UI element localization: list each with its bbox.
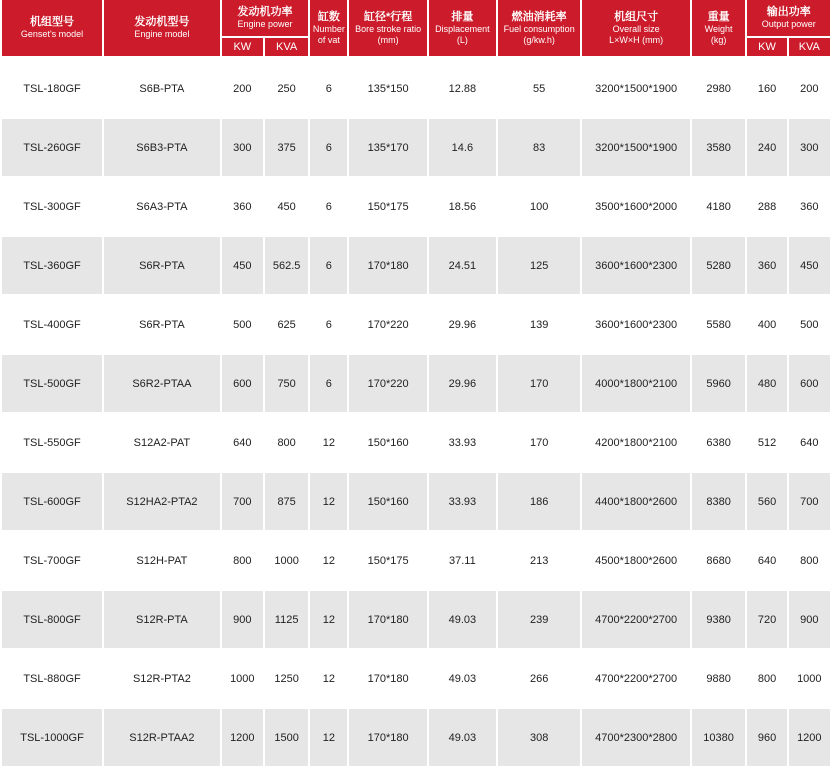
cell-overall-size: 3200*1500*1900 xyxy=(582,117,689,176)
header-displacement: 排量 Displacement (L) xyxy=(429,0,496,58)
table-row xyxy=(2,117,830,176)
cell-output-kw: 640 xyxy=(747,530,786,589)
cell-fuel-consumption: 186 xyxy=(498,471,581,530)
cell-bore-stroke: 150*160 xyxy=(349,471,426,530)
table-row xyxy=(2,648,830,707)
cell-bore-stroke: 170*220 xyxy=(349,294,426,353)
cell-output-kva: 200 xyxy=(789,58,830,117)
cell-bore-stroke: 170*180 xyxy=(349,589,426,648)
cell-output-kva: 300 xyxy=(789,117,830,176)
cell-genset-model: TSL-260GF xyxy=(2,117,102,176)
cell-engine-model: S6B3-PTA xyxy=(104,117,220,176)
cell-weight: 9380 xyxy=(692,589,746,648)
cell-bore-stroke: 135*150 xyxy=(349,58,426,117)
cell-genset-model: TSL-550GF xyxy=(2,412,102,471)
cell-output-kw: 960 xyxy=(747,707,786,766)
cell-overall-size: 4500*1800*2600 xyxy=(582,530,689,589)
cell-weight: 6380 xyxy=(692,412,746,471)
header-output-kva: KVA xyxy=(789,38,830,58)
cell-displacement: 33.93 xyxy=(429,412,496,471)
cell-number-of-vat: 12 xyxy=(310,648,347,707)
table-row xyxy=(2,471,830,530)
cell-weight: 3580 xyxy=(692,117,746,176)
cell-genset-model: TSL-400GF xyxy=(2,294,102,353)
cell-overall-size: 3500*1600*2000 xyxy=(582,176,689,235)
cell-engine-kva: 1250 xyxy=(265,648,308,707)
cell-bore-stroke: 170*180 xyxy=(349,235,426,294)
cell-number-of-vat: 6 xyxy=(310,353,347,412)
cell-output-kva: 700 xyxy=(789,471,830,530)
header-engine-model: 发动机型号 Engine model xyxy=(104,0,220,58)
table-row xyxy=(2,176,830,235)
cell-engine-kva: 450 xyxy=(265,176,308,235)
cell-output-kva: 500 xyxy=(789,294,830,353)
table-row xyxy=(2,58,830,117)
cell-bore-stroke: 150*175 xyxy=(349,530,426,589)
cell-bore-stroke: 150*160 xyxy=(349,412,426,471)
cell-output-kva: 450 xyxy=(789,235,830,294)
cell-fuel-consumption: 170 xyxy=(498,412,581,471)
cell-fuel-consumption: 170 xyxy=(498,353,581,412)
cell-engine-kw: 700 xyxy=(222,471,263,530)
cell-weight: 8680 xyxy=(692,530,746,589)
header-engine-kw: KW xyxy=(222,38,263,58)
cell-displacement: 49.03 xyxy=(429,707,496,766)
cell-bore-stroke: 150*175 xyxy=(349,176,426,235)
cell-bore-stroke: 170*220 xyxy=(349,353,426,412)
cell-overall-size: 3600*1600*2300 xyxy=(582,294,689,353)
cell-genset-model: TSL-800GF xyxy=(2,589,102,648)
cell-fuel-consumption: 308 xyxy=(498,707,581,766)
header-fuel-consumption: 燃油消耗率 Fuel consumption (g/kw.h) xyxy=(498,0,581,58)
cell-genset-model: TSL-300GF xyxy=(2,176,102,235)
cell-engine-kw: 640 xyxy=(222,412,263,471)
cell-output-kw: 288 xyxy=(747,176,786,235)
cell-engine-model: S6R-PTA xyxy=(104,294,220,353)
cell-displacement: 37.11 xyxy=(429,530,496,589)
cell-displacement: 18.56 xyxy=(429,176,496,235)
cell-bore-stroke: 170*180 xyxy=(349,648,426,707)
cell-overall-size: 4400*1800*2600 xyxy=(582,471,689,530)
cell-engine-kw: 500 xyxy=(222,294,263,353)
cell-overall-size: 4700*2200*2700 xyxy=(582,648,689,707)
cell-output-kw: 160 xyxy=(747,58,786,117)
cell-overall-size: 4000*1800*2100 xyxy=(582,353,689,412)
table-row xyxy=(2,530,830,589)
cell-output-kw: 360 xyxy=(747,235,786,294)
cell-number-of-vat: 6 xyxy=(310,294,347,353)
cell-output-kva: 360 xyxy=(789,176,830,235)
cell-engine-model: S6R-PTA xyxy=(104,235,220,294)
cell-genset-model: TSL-600GF xyxy=(2,471,102,530)
cell-overall-size: 3600*1600*2300 xyxy=(582,235,689,294)
cell-engine-kw: 600 xyxy=(222,353,263,412)
cell-output-kva: 1200 xyxy=(789,707,830,766)
cell-genset-model: TSL-500GF xyxy=(2,353,102,412)
cell-output-kw: 240 xyxy=(747,117,786,176)
cell-engine-kw: 1000 xyxy=(222,648,263,707)
cell-engine-model: S12R-PTAA2 xyxy=(104,707,220,766)
cell-output-kw: 560 xyxy=(747,471,786,530)
table-row xyxy=(2,707,830,766)
cell-fuel-consumption: 239 xyxy=(498,589,581,648)
cell-genset-model: TSL-700GF xyxy=(2,530,102,589)
cell-overall-size: 3200*1500*1900 xyxy=(582,58,689,117)
cell-bore-stroke: 170*180 xyxy=(349,707,426,766)
cell-engine-kw: 200 xyxy=(222,58,263,117)
cell-displacement: 24.51 xyxy=(429,235,496,294)
cell-genset-model: TSL-360GF xyxy=(2,235,102,294)
cell-fuel-consumption: 266 xyxy=(498,648,581,707)
cell-engine-kw: 1200 xyxy=(222,707,263,766)
cell-number-of-vat: 6 xyxy=(310,235,347,294)
cell-weight: 9880 xyxy=(692,648,746,707)
cell-genset-model: TSL-180GF xyxy=(2,58,102,117)
table-row xyxy=(2,353,830,412)
cell-engine-kva: 1125 xyxy=(265,589,308,648)
table-row xyxy=(2,589,830,648)
table-body xyxy=(2,58,830,766)
cell-overall-size: 4700*2300*2800 xyxy=(582,707,689,766)
cell-engine-model: S12R-PTA xyxy=(104,589,220,648)
header-engine-power: 发动机功率 Engine power xyxy=(222,0,309,38)
cell-engine-kva: 562.5 xyxy=(265,235,308,294)
cell-engine-model: S6R2-PTAA xyxy=(104,353,220,412)
cell-weight: 5280 xyxy=(692,235,746,294)
cell-fuel-consumption: 100 xyxy=(498,176,581,235)
cell-engine-model: S12R-PTA2 xyxy=(104,648,220,707)
cell-number-of-vat: 12 xyxy=(310,589,347,648)
cell-engine-kva: 250 xyxy=(265,58,308,117)
cell-engine-kva: 1500 xyxy=(265,707,308,766)
cell-displacement: 49.03 xyxy=(429,648,496,707)
cell-overall-size: 4200*1800*2100 xyxy=(582,412,689,471)
cell-number-of-vat: 6 xyxy=(310,117,347,176)
cell-displacement: 29.96 xyxy=(429,353,496,412)
table-row xyxy=(2,294,830,353)
cell-weight: 5960 xyxy=(692,353,746,412)
cell-engine-kva: 1000 xyxy=(265,530,308,589)
cell-engine-model: S12H-PAT xyxy=(104,530,220,589)
cell-engine-kw: 360 xyxy=(222,176,263,235)
table-row xyxy=(2,235,830,294)
cell-output-kva: 600 xyxy=(789,353,830,412)
cell-engine-kva: 750 xyxy=(265,353,308,412)
cell-output-kva: 900 xyxy=(789,589,830,648)
cell-weight: 2980 xyxy=(692,58,746,117)
cell-engine-kw: 900 xyxy=(222,589,263,648)
cell-fuel-consumption: 213 xyxy=(498,530,581,589)
cell-engine-kva: 625 xyxy=(265,294,308,353)
header-bore-stroke: 缸径*行程 Bore stroke ratio (mm) xyxy=(349,0,426,58)
cell-engine-model: S6B-PTA xyxy=(104,58,220,117)
cell-engine-kw: 300 xyxy=(222,117,263,176)
cell-engine-model: S12HA2-PTA2 xyxy=(104,471,220,530)
cell-number-of-vat: 6 xyxy=(310,176,347,235)
cell-bore-stroke: 135*170 xyxy=(349,117,426,176)
cell-output-kw: 480 xyxy=(747,353,786,412)
header-engine-kva: KVA xyxy=(265,38,308,58)
header-output-power: 输出功率 Output power xyxy=(747,0,830,38)
cell-number-of-vat: 12 xyxy=(310,412,347,471)
cell-engine-model: S6A3-PTA xyxy=(104,176,220,235)
cell-displacement: 49.03 xyxy=(429,589,496,648)
cell-output-kw: 400 xyxy=(747,294,786,353)
cell-output-kva: 800 xyxy=(789,530,830,589)
cell-engine-kva: 875 xyxy=(265,471,308,530)
cell-output-kw: 512 xyxy=(747,412,786,471)
cell-output-kva: 640 xyxy=(789,412,830,471)
cell-fuel-consumption: 139 xyxy=(498,294,581,353)
cell-genset-model: TSL-1000GF xyxy=(2,707,102,766)
cell-weight: 8380 xyxy=(692,471,746,530)
table-header xyxy=(2,0,830,58)
header-genset-model: 机组型号 Genset's model xyxy=(2,0,102,58)
cell-displacement: 33.93 xyxy=(429,471,496,530)
cell-output-kva: 1000 xyxy=(789,648,830,707)
cell-weight: 5580 xyxy=(692,294,746,353)
cell-engine-kw: 450 xyxy=(222,235,263,294)
cell-number-of-vat: 6 xyxy=(310,58,347,117)
cell-overall-size: 4700*2200*2700 xyxy=(582,589,689,648)
cell-displacement: 14.6 xyxy=(429,117,496,176)
cell-fuel-consumption: 83 xyxy=(498,117,581,176)
header-weight: 重量 Weight (kg) xyxy=(692,0,746,58)
cell-number-of-vat: 12 xyxy=(310,530,347,589)
cell-weight: 10380 xyxy=(692,707,746,766)
cell-output-kw: 720 xyxy=(747,589,786,648)
header-output-kw: KW xyxy=(747,38,786,58)
cell-genset-model: TSL-880GF xyxy=(2,648,102,707)
cell-weight: 4180 xyxy=(692,176,746,235)
cell-engine-kva: 800 xyxy=(265,412,308,471)
header-overall-size: 机组尺寸 Overall size L×W×H (mm) xyxy=(582,0,689,58)
header-number-of-vat: 缸数 Number of vat xyxy=(310,0,347,58)
cell-fuel-consumption: 55 xyxy=(498,58,581,117)
cell-number-of-vat: 12 xyxy=(310,707,347,766)
table-row xyxy=(2,412,830,471)
cell-number-of-vat: 12 xyxy=(310,471,347,530)
cell-displacement: 12.88 xyxy=(429,58,496,117)
cell-engine-kw: 800 xyxy=(222,530,263,589)
cell-engine-kva: 375 xyxy=(265,117,308,176)
cell-fuel-consumption: 125 xyxy=(498,235,581,294)
cell-engine-model: S12A2-PAT xyxy=(104,412,220,471)
cell-displacement: 29.96 xyxy=(429,294,496,353)
cell-output-kw: 800 xyxy=(747,648,786,707)
